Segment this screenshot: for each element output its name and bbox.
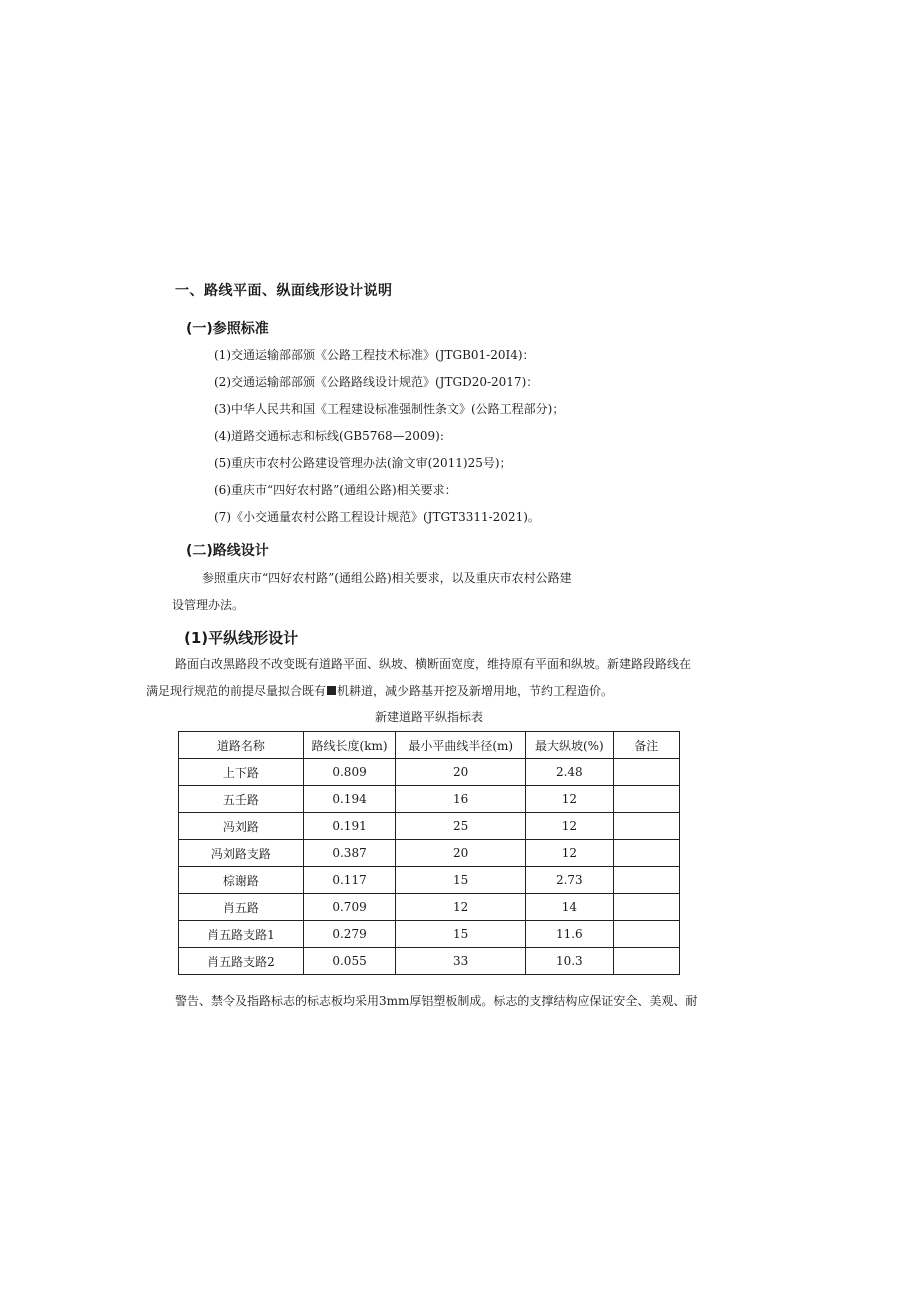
section-heading-1: 一、路线平面、纵面线形设计说明 [175,283,393,299]
redacted-block-icon [327,686,336,695]
cell-road-name: 冯刘路 [179,813,304,840]
cell-route-length: 0.387 [303,840,395,867]
cell-min-curve-radius: 16 [396,786,526,813]
alignment-paragraph-line-2-part-a: 满足现行规范的前提尽量拟合既有 [146,684,327,698]
table-row [179,759,680,786]
cell-max-grade: 10.3 [526,948,613,975]
cell-remarks [613,867,679,894]
cell-min-curve-radius: 20 [396,840,526,867]
cell-max-grade: 11.6 [526,921,613,948]
cell-min-curve-radius: 33 [396,948,526,975]
table-row [179,921,680,948]
alignment-paragraph-line-1: 路面白改黑路段不改变既有道路平面、纵坡、横断面宽度，维持原有平面和纵坡。新建路段路线在 [175,657,692,671]
cell-route-length: 0.191 [303,813,395,840]
subsection-title-alignment: (1)平纵线形设计 [184,629,299,647]
cell-max-grade: 12 [526,786,613,813]
cell-road-name: 棕谢路 [179,867,304,894]
header-route-length: 路线长度(km) [303,732,395,759]
header-remarks: 备注 [613,732,679,759]
road-index-table [178,731,680,975]
subsection-title-standards: (一)参照标准 [186,321,269,337]
table-row [179,894,680,921]
cell-max-grade: 12 [526,840,613,867]
reference-item-6: (6)重庆市“四好农村路”(通组公路)相关要求： [214,483,457,497]
cell-remarks [613,786,679,813]
cell-route-length: 0.194 [303,786,395,813]
cell-max-grade: 2.48 [526,759,613,786]
table-header-row [179,732,680,759]
cell-max-grade: 14 [526,894,613,921]
cell-max-grade: 12 [526,813,613,840]
cell-max-grade: 2.73 [526,867,613,894]
cell-route-length: 0.055 [303,948,395,975]
alignment-paragraph-line-2-part-b: 机耕道，减少路基开挖及新增用地，节约工程造价。 [337,684,614,698]
cell-remarks [613,894,679,921]
reference-item-4: (4)道路交通标志和标线(GB5768—2009): [214,429,444,443]
cell-route-length: 0.809 [303,759,395,786]
cell-remarks [613,759,679,786]
cell-min-curve-radius: 25 [396,813,526,840]
route-design-paragraph-line-1: 参照重庆市“四好农村路”(通组公路)相关要求，以及重庆市农村公路建 [202,571,572,585]
cell-road-name: 冯刘路支路 [179,840,304,867]
reference-item-5: (5)重庆市农村公路建设管理办法(渝文审(2011)25号)； [214,456,512,470]
cell-min-curve-radius: 15 [396,921,526,948]
cell-route-length: 0.709 [303,894,395,921]
cell-road-name: 肖五路支路2 [179,948,304,975]
cell-road-name: 肖五路支路1 [179,921,304,948]
alignment-paragraph-line-2 [146,682,613,699]
table-row [179,786,680,813]
table-caption: 新建道路平纵指标表 [374,710,483,724]
cell-road-name: 肖五路 [179,894,304,921]
cell-min-curve-radius: 12 [396,894,526,921]
cell-remarks [613,840,679,867]
reference-item-3: (3)中华人民共和国《工程建设标准强制性条文》(公路工程部分)； [214,402,565,416]
reference-item-2: (2)交通运输部部颁《公路路线设计规范》(JTGD20-2017)： [214,375,539,389]
subsection-title-route-design: (二)路线设计 [186,543,269,559]
signage-paragraph: 警告、禁令及指路标志的标志板均采用3mm厚铝塑板制成。标志的支撑结构应保证安全、美观、耐 [175,994,698,1008]
table-row [179,840,680,867]
header-road-name: 道路名称 [179,732,304,759]
cell-remarks [613,813,679,840]
cell-road-name: 五壬路 [179,786,304,813]
table-row [179,867,680,894]
cell-min-curve-radius: 15 [396,867,526,894]
cell-remarks [613,921,679,948]
table-row [179,813,680,840]
cell-route-length: 0.117 [303,867,395,894]
route-design-paragraph-line-2: 设管理办法。 [172,598,245,612]
header-max-grade: 最大纵坡(%) [526,732,613,759]
cell-road-name: 上下路 [179,759,304,786]
reference-item-7: (7)《小交通量农村公路工程设计规范》(JTGT3311-2021)。 [214,510,540,524]
table-row [179,948,680,975]
reference-item-1: (1)交通运输部部颁《公路工程技术标准》(JTGB01-20I4)： [214,348,535,362]
header-min-curve-radius: 最小平曲线半径(m) [396,732,526,759]
cell-remarks [613,948,679,975]
cell-min-curve-radius: 20 [396,759,526,786]
cell-route-length: 0.279 [303,921,395,948]
